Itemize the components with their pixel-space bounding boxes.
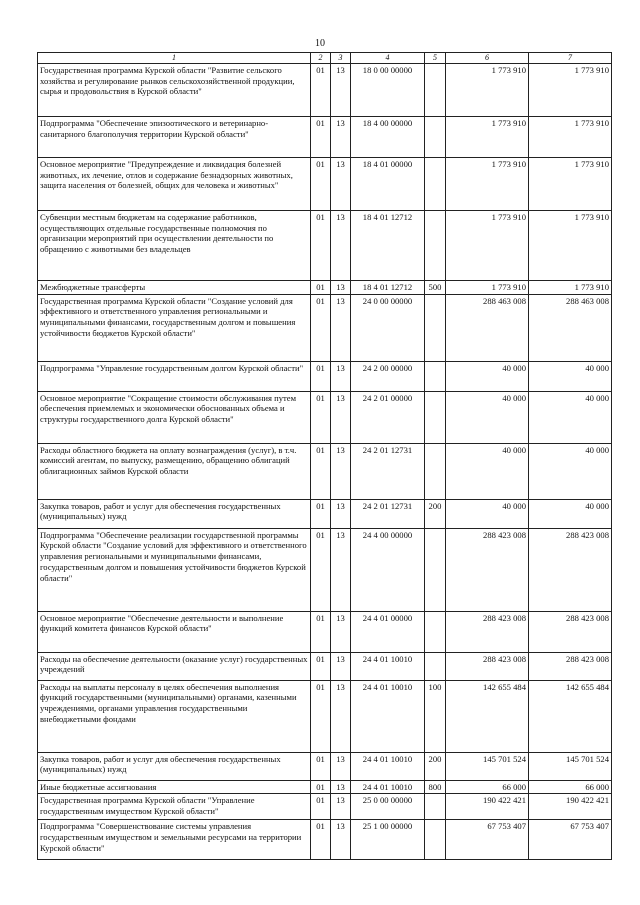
row-section-code: 01 bbox=[311, 443, 331, 499]
row-amount-year-1: 145 701 524 bbox=[446, 752, 529, 780]
row-target-article-code: 25 1 00 00000 bbox=[351, 820, 425, 860]
row-section-code: 01 bbox=[311, 361, 331, 391]
row-expense-type-code bbox=[425, 391, 446, 443]
row-subsection-code: 13 bbox=[331, 391, 351, 443]
row-description: Расходы на обеспечение деятельности (оказание услуг) государственных учреждений bbox=[38, 652, 311, 680]
row-description: Государственная программа Курской области "Создание условий для эффективного и ответственного управления региональными и муниципальными финансами, государственным долгом и повышения устойчивости бюджетов Курской области" bbox=[38, 294, 311, 361]
column-header: 4 bbox=[351, 53, 425, 64]
row-section-code: 01 bbox=[311, 211, 331, 281]
table-row bbox=[38, 64, 612, 117]
row-subsection-code: 13 bbox=[331, 443, 351, 499]
row-amount-year-2: 1 773 910 bbox=[529, 158, 612, 211]
row-section-code: 01 bbox=[311, 820, 331, 860]
row-expense-type-code bbox=[425, 117, 446, 158]
row-expense-type-code bbox=[425, 361, 446, 391]
row-amount-year-1: 67 753 407 bbox=[446, 820, 529, 860]
row-amount-year-2: 288 423 008 bbox=[529, 528, 612, 611]
row-subsection-code: 13 bbox=[331, 117, 351, 158]
row-section-code: 01 bbox=[311, 281, 331, 295]
row-description: Подпрограмма "Обеспечение реализации государственной программы Курской области "Создание условий для эффективного и ответственного управления региональными и муниципальными финансами, государственным долгом и повышения устойчивости бюджетов Курской области" bbox=[38, 528, 311, 611]
row-subsection-code: 13 bbox=[331, 499, 351, 528]
row-target-article-code: 18 0 00 00000 bbox=[351, 64, 425, 117]
column-header: 1 bbox=[38, 53, 311, 64]
row-description: Межбюджетные трансферты bbox=[38, 281, 311, 295]
column-header: 5 bbox=[425, 53, 446, 64]
row-amount-year-1: 142 655 484 bbox=[446, 680, 529, 752]
row-amount-year-2: 40 000 bbox=[529, 443, 612, 499]
table-row bbox=[38, 158, 612, 211]
row-expense-type-code: 800 bbox=[425, 780, 446, 794]
row-amount-year-1: 1 773 910 bbox=[446, 64, 529, 117]
row-amount-year-2: 1 773 910 bbox=[529, 64, 612, 117]
table-row bbox=[38, 794, 612, 820]
table-row bbox=[38, 752, 612, 780]
table-row bbox=[38, 652, 612, 680]
row-section-code: 01 bbox=[311, 752, 331, 780]
row-description: Основное мероприятие "Обеспечение деятельности и выполнение функций комитета финансов Курской области" bbox=[38, 611, 311, 652]
table-row bbox=[38, 281, 612, 295]
row-amount-year-1: 40 000 bbox=[446, 499, 529, 528]
row-target-article-code: 24 4 01 10010 bbox=[351, 652, 425, 680]
table-row bbox=[38, 680, 612, 752]
row-section-code: 01 bbox=[311, 680, 331, 752]
row-target-article-code: 24 4 01 10010 bbox=[351, 680, 425, 752]
row-amount-year-2: 190 422 421 bbox=[529, 794, 612, 820]
row-description: Закупка товаров, работ и услуг для обеспечения государственных (муниципальных) нужд bbox=[38, 499, 311, 528]
row-expense-type-code: 500 bbox=[425, 281, 446, 295]
column-header: 7 bbox=[529, 53, 612, 64]
row-target-article-code: 18 4 00 00000 bbox=[351, 117, 425, 158]
row-amount-year-2: 67 753 407 bbox=[529, 820, 612, 860]
row-description: Государственная программа Курской области "Управление государственным имуществом Курской области" bbox=[38, 794, 311, 820]
row-amount-year-1: 1 773 910 bbox=[446, 117, 529, 158]
row-subsection-code: 13 bbox=[331, 64, 351, 117]
row-expense-type-code bbox=[425, 794, 446, 820]
row-amount-year-2: 288 423 008 bbox=[529, 652, 612, 680]
row-expense-type-code: 100 bbox=[425, 680, 446, 752]
row-amount-year-1: 190 422 421 bbox=[446, 794, 529, 820]
row-expense-type-code: 200 bbox=[425, 752, 446, 780]
row-amount-year-2: 1 773 910 bbox=[529, 117, 612, 158]
row-subsection-code: 13 bbox=[331, 820, 351, 860]
row-target-article-code: 24 4 00 00000 bbox=[351, 528, 425, 611]
column-header: 2 bbox=[311, 53, 331, 64]
row-amount-year-1: 1 773 910 bbox=[446, 281, 529, 295]
row-target-article-code: 24 2 01 00000 bbox=[351, 391, 425, 443]
row-amount-year-1: 40 000 bbox=[446, 361, 529, 391]
row-target-article-code: 24 2 01 12731 bbox=[351, 443, 425, 499]
row-section-code: 01 bbox=[311, 528, 331, 611]
row-amount-year-1: 288 463 008 bbox=[446, 294, 529, 361]
table-row bbox=[38, 820, 612, 860]
row-amount-year-2: 66 000 bbox=[529, 780, 612, 794]
row-description: Закупка товаров, работ и услуг для обеспечения государственных (муниципальных) нужд bbox=[38, 752, 311, 780]
row-subsection-code: 13 bbox=[331, 752, 351, 780]
row-description: Основное мероприятие "Предупреждение и ликвидация болезней животных, их лечение, отлов и содержание безнадзорных животных, защита населения от болезней, общих для человека и животных" bbox=[38, 158, 311, 211]
row-subsection-code: 13 bbox=[331, 361, 351, 391]
row-amount-year-2: 40 000 bbox=[529, 361, 612, 391]
row-description: Расходы на выплаты персоналу в целях обеспечения выполнения функций государственными (муниципальными) органами, казенными учреждениями, органами управления государственными внебюджетными фондами bbox=[38, 680, 311, 752]
row-section-code: 01 bbox=[311, 117, 331, 158]
budget-table bbox=[37, 52, 612, 860]
row-description: Расходы областного бюджета на оплату вознаграждения (услуг), в т.ч. комиссий агентам, по выпуску, размещению, обращению облигаций облигационных займов Курской области bbox=[38, 443, 311, 499]
row-amount-year-2: 40 000 bbox=[529, 499, 612, 528]
row-description: Основное мероприятие "Сокращение стоимости обслуживания путем обеспечения приемлемых и экономически обоснованных объема и структуры государственного долга Курской области" bbox=[38, 391, 311, 443]
table-row bbox=[38, 294, 612, 361]
table-row bbox=[38, 361, 612, 391]
row-amount-year-1: 1 773 910 bbox=[446, 211, 529, 281]
row-subsection-code: 13 bbox=[331, 652, 351, 680]
table-row bbox=[38, 117, 612, 158]
row-target-article-code: 24 4 01 10010 bbox=[351, 752, 425, 780]
row-section-code: 01 bbox=[311, 794, 331, 820]
row-expense-type-code bbox=[425, 820, 446, 860]
row-amount-year-1: 288 423 008 bbox=[446, 528, 529, 611]
row-section-code: 01 bbox=[311, 64, 331, 117]
row-amount-year-1: 288 423 008 bbox=[446, 652, 529, 680]
row-amount-year-1: 1 773 910 bbox=[446, 158, 529, 211]
row-expense-type-code bbox=[425, 652, 446, 680]
row-amount-year-1: 40 000 bbox=[446, 391, 529, 443]
row-expense-type-code bbox=[425, 64, 446, 117]
row-target-article-code: 24 4 01 10010 bbox=[351, 780, 425, 794]
row-description: Субвенции местным бюджетам на содержание работников, осуществляющих отдельные государственные полномочия по организации мероприятий при осуществлении деятельности по обращению с животными без владельцев bbox=[38, 211, 311, 281]
row-section-code: 01 bbox=[311, 499, 331, 528]
row-subsection-code: 13 bbox=[331, 611, 351, 652]
row-amount-year-1: 40 000 bbox=[446, 443, 529, 499]
row-expense-type-code bbox=[425, 528, 446, 611]
row-subsection-code: 13 bbox=[331, 211, 351, 281]
page-number: 10 bbox=[315, 38, 325, 49]
row-section-code: 01 bbox=[311, 611, 331, 652]
row-subsection-code: 13 bbox=[331, 294, 351, 361]
row-target-article-code: 24 0 00 00000 bbox=[351, 294, 425, 361]
row-amount-year-2: 288 423 008 bbox=[529, 611, 612, 652]
row-target-article-code: 25 0 00 00000 bbox=[351, 794, 425, 820]
table-row bbox=[38, 499, 612, 528]
row-subsection-code: 13 bbox=[331, 528, 351, 611]
row-target-article-code: 24 4 01 00000 bbox=[351, 611, 425, 652]
table-row bbox=[38, 391, 612, 443]
row-expense-type-code bbox=[425, 158, 446, 211]
row-target-article-code: 18 4 01 12712 bbox=[351, 211, 425, 281]
row-subsection-code: 13 bbox=[331, 780, 351, 794]
row-amount-year-2: 1 773 910 bbox=[529, 281, 612, 295]
row-section-code: 01 bbox=[311, 158, 331, 211]
row-expense-type-code bbox=[425, 294, 446, 361]
row-section-code: 01 bbox=[311, 391, 331, 443]
row-amount-year-2: 1 773 910 bbox=[529, 211, 612, 281]
table-row bbox=[38, 211, 612, 281]
row-amount-year-2: 288 463 008 bbox=[529, 294, 612, 361]
row-amount-year-1: 66 000 bbox=[446, 780, 529, 794]
row-description: Подпрограмма "Обеспечение эпизоотического и ветеринарно-санитарного благополучия территории Курской области" bbox=[38, 117, 311, 158]
row-subsection-code: 13 bbox=[331, 281, 351, 295]
row-subsection-code: 13 bbox=[331, 680, 351, 752]
row-section-code: 01 bbox=[311, 780, 331, 794]
row-expense-type-code bbox=[425, 443, 446, 499]
row-description: Подпрограмма "Совершенствование системы управления государственным имуществом и земельными ресурсами на территории Курской области" bbox=[38, 820, 311, 860]
row-description: Подпрограмма "Управление государственным долгом Курской области" bbox=[38, 361, 311, 391]
row-subsection-code: 13 bbox=[331, 158, 351, 211]
table-row bbox=[38, 528, 612, 611]
row-amount-year-1: 288 423 008 bbox=[446, 611, 529, 652]
row-target-article-code: 18 4 01 00000 bbox=[351, 158, 425, 211]
row-target-article-code: 24 2 00 00000 bbox=[351, 361, 425, 391]
row-section-code: 01 bbox=[311, 294, 331, 361]
row-target-article-code: 24 2 01 12731 bbox=[351, 499, 425, 528]
row-expense-type-code bbox=[425, 611, 446, 652]
table-row bbox=[38, 780, 612, 794]
table-row bbox=[38, 611, 612, 652]
row-amount-year-2: 142 655 484 bbox=[529, 680, 612, 752]
row-amount-year-2: 40 000 bbox=[529, 391, 612, 443]
row-subsection-code: 13 bbox=[331, 794, 351, 820]
row-section-code: 01 bbox=[311, 652, 331, 680]
row-description: Государственная программа Курской области "Развитие сельского хозяйства и регулирование рынков сельскохозяйственной продукции, сырья и продовольствия в Курской области" bbox=[38, 64, 311, 117]
row-expense-type-code: 200 bbox=[425, 499, 446, 528]
row-target-article-code: 18 4 01 12712 bbox=[351, 281, 425, 295]
column-number-header-row bbox=[38, 53, 612, 64]
column-header: 3 bbox=[331, 53, 351, 64]
column-header: 6 bbox=[446, 53, 529, 64]
row-expense-type-code bbox=[425, 211, 446, 281]
table-row bbox=[38, 443, 612, 499]
row-amount-year-2: 145 701 524 bbox=[529, 752, 612, 780]
row-description: Иные бюджетные ассигнования bbox=[38, 780, 311, 794]
